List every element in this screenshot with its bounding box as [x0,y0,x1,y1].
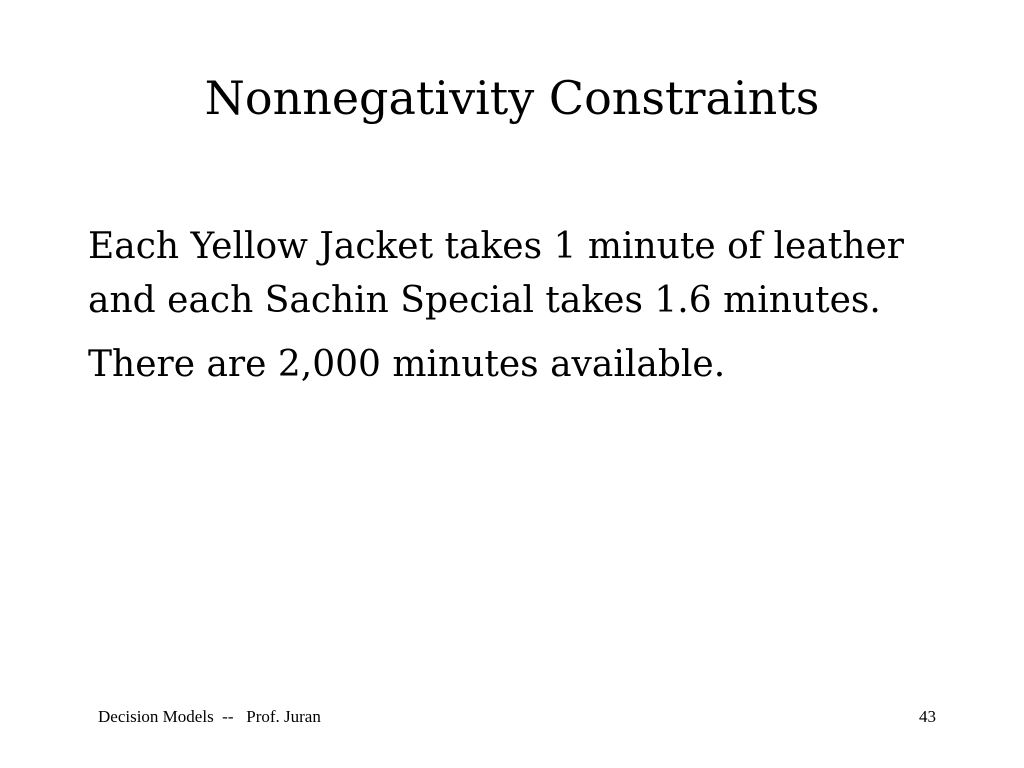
body-paragraph-2: There are 2,000 minutes available. [88,344,726,385]
footer-page-number: 43 [919,707,936,726]
footer-course-author: Decision Models -- Prof. Juran [98,707,321,726]
body-paragraph-1: Each Yellow Jacket takes 1 minute of leather and each Sachin Special takes 1.6 minutes. [88,226,904,321]
slide-body [88,220,948,402]
slide-title: Nonnegativity Constraints [204,71,820,125]
